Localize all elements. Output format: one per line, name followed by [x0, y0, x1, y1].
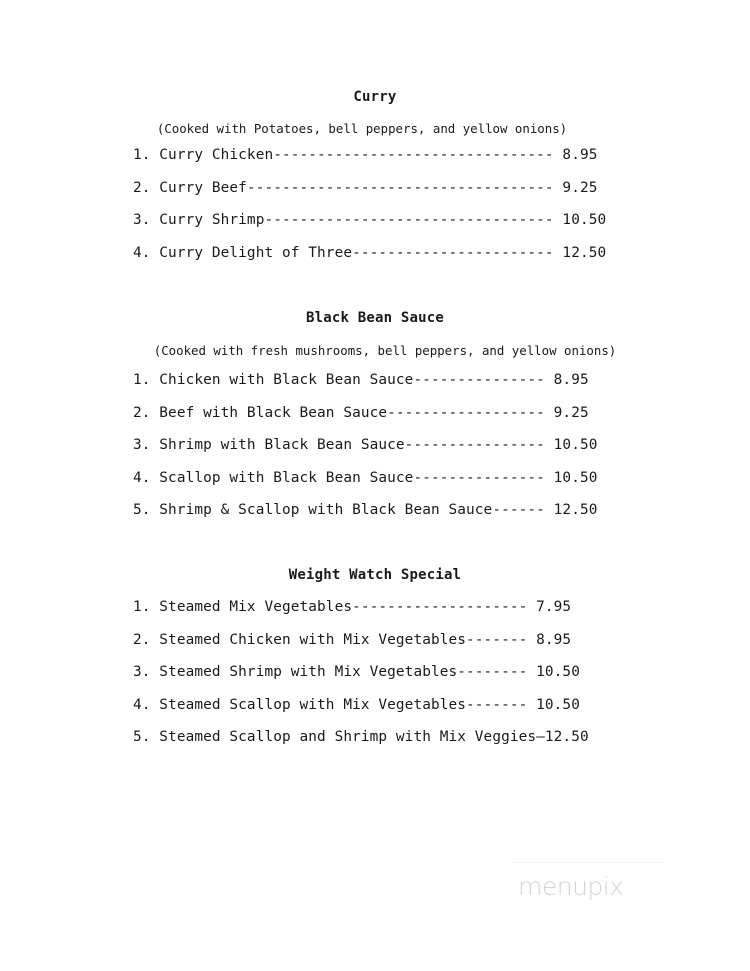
menu-item: 2. Curry Beef----------------------------------- 9.25 — [133, 180, 598, 196]
menu-item: 2. Beef with Black Bean Sauce------------------ 9.25 — [133, 405, 589, 421]
menu-item: 5. Steamed Scallop and Shrimp with Mix Veggies—12.50 — [133, 729, 589, 745]
menu-item: 1. Steamed Mix Vegetables-------------------- 7.95 — [133, 599, 572, 615]
menu-item: 2. Steamed Chicken with Mix Vegetables------- 8.95 — [133, 632, 572, 648]
section-note-curry: (Cooked with Potatoes, bell peppers, and yellow onions) — [156, 121, 568, 136]
menu-item: 3. Shrimp with Black Bean Sauce---------------- 10.50 — [133, 437, 598, 453]
section-title-weight-watch-special: Weight Watch Special — [288, 567, 462, 583]
menu-item: 1. Chicken with Black Bean Sauce--------------- 8.95 — [133, 372, 589, 388]
watermark-logo-text: menupix — [518, 872, 624, 901]
menu-item: 3. Curry Shrimp--------------------------------- 10.50 — [133, 212, 607, 228]
menu-item: 5. Shrimp & Scallop with Black Bean Sauce------ 12.50 — [133, 502, 598, 518]
menu-item: 1. Curry Chicken-------------------------------- 8.95 — [133, 147, 598, 163]
menu-item: 4. Scallop with Black Bean Sauce--------------- 10.50 — [133, 470, 598, 486]
menu-item: 4. Steamed Scallop with Mix Vegetables------- 10.50 — [133, 697, 580, 713]
section-title-black-bean-sauce: Black Bean Sauce — [305, 310, 445, 326]
menupix-watermark — [514, 862, 664, 912]
watermark-divider — [514, 862, 664, 863]
menu-item: 3. Steamed Shrimp with Mix Vegetables-------- 10.50 — [133, 664, 580, 680]
section-note-black-bean-sauce: (Cooked with fresh mushrooms, bell peppers, and yellow onions) — [153, 343, 617, 358]
section-title-curry: Curry — [353, 89, 397, 105]
menu-item: 4. Curry Delight of Three----------------------- 12.50 — [133, 245, 607, 261]
